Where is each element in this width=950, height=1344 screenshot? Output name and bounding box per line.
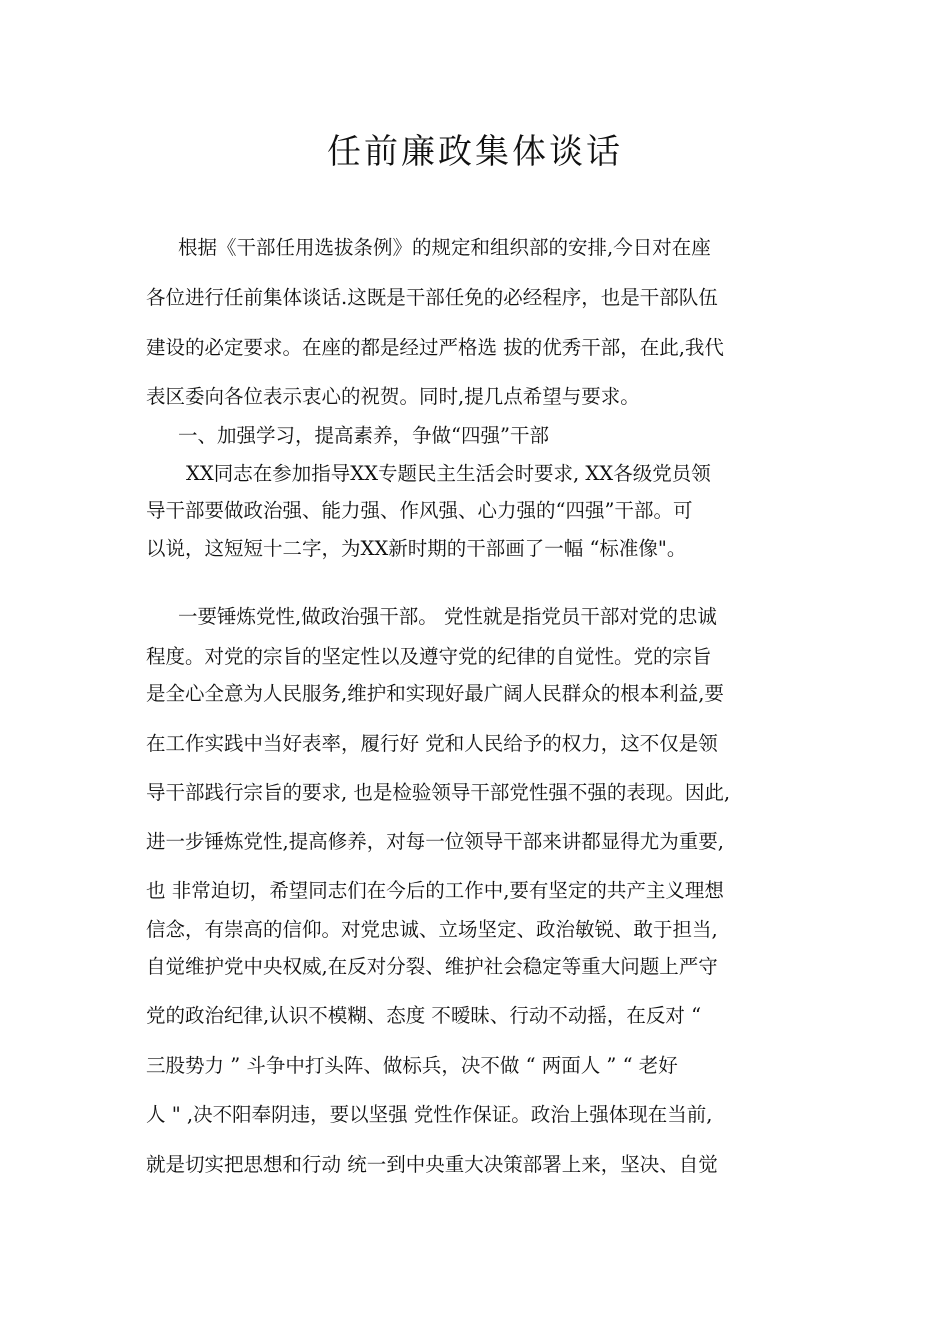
paragraph-line: 是全心全意为人民服务,维护和实现好最广阔人民群众的根本利益,要 [146, 682, 724, 705]
paragraph-line: 自觉维护党中央权威,在反对分裂、维护社会稳定等重大问题上严守 [146, 955, 718, 978]
paragraph-line: 程度。对党的宗旨的坚定性以及遵守党的纪律的自觉性。党的宗旨 [146, 645, 712, 668]
paragraph-line: 也 非常迫切，希望同志们在今后的工作中,要有坚定的共产主义理想 [146, 879, 724, 902]
paragraph-line: 根据《干部任用选拔条例》的规定和组织部的安排,今日对在座 [178, 236, 711, 259]
paragraph-line: 进一步锤炼党性,提高修养，对每一位领导干部来讲都显得尤为重要, [146, 830, 724, 853]
paragraph-line: 党的政治纪律,认识不模糊、态度 不暧昧、行动不动摇，在反对 “ [146, 1004, 702, 1027]
paragraph-line: 在工作实践中当好表率，履行好 党和人民给予的权力，这不仅是领 [146, 732, 718, 755]
paragraph-line: 三股势力 ” 斗争中打头阵、做标兵，决不做 “ 两面人 ” “ 老好 [146, 1054, 678, 1077]
paragraph-line: 信念，有崇高的信仰。对党忠诚、立场坚定、政治敏锐、敢于担当, [146, 918, 718, 941]
paragraph-line: 人 " ,决不阳奉阴违，要以坚强 党性作保证。政治上强体现在当前, [146, 1103, 713, 1126]
paragraph-line: 表区委向各位表示衷心的祝贺。同时,提几点希望与要求。 [146, 385, 640, 408]
paragraph-line: 建设的必定要求。在座的都是经过严格选 拔的优秀干部，在此,我代 [146, 336, 724, 359]
document-title: 任前廉政集体谈话 [327, 132, 623, 172]
section-heading: 一、加强学习，提高素养，争做“四强”干部 [178, 424, 549, 447]
paragraph-line: 各位进行任前集体谈话.这既是干部任免的必经程序，也是干部队伍 [146, 286, 718, 309]
paragraph-line: 一要锤炼党性,做政治强干部。 党性就是指党员干部对党的忠诚 [178, 605, 717, 628]
paragraph-line: 就是切实把思想和行动 统一到中央重大决策部署上来，坚决、自觉 [146, 1153, 718, 1176]
paragraph-line: 导干部践行宗旨的要求, 也是检验领导干部党性强不强的表现。因此, [146, 781, 731, 804]
paragraph-line: XX同志在参加指导XX专题民主生活会时要求, XX各级党员领 [186, 462, 711, 485]
paragraph-line: 导干部要做政治强、能力强、作风强、心力强的“四强”干部。可 [146, 499, 693, 522]
paragraph-line: 以说，这短短十二字，为XX新时期的干部画了一幅 “标准像"。 [146, 537, 687, 560]
